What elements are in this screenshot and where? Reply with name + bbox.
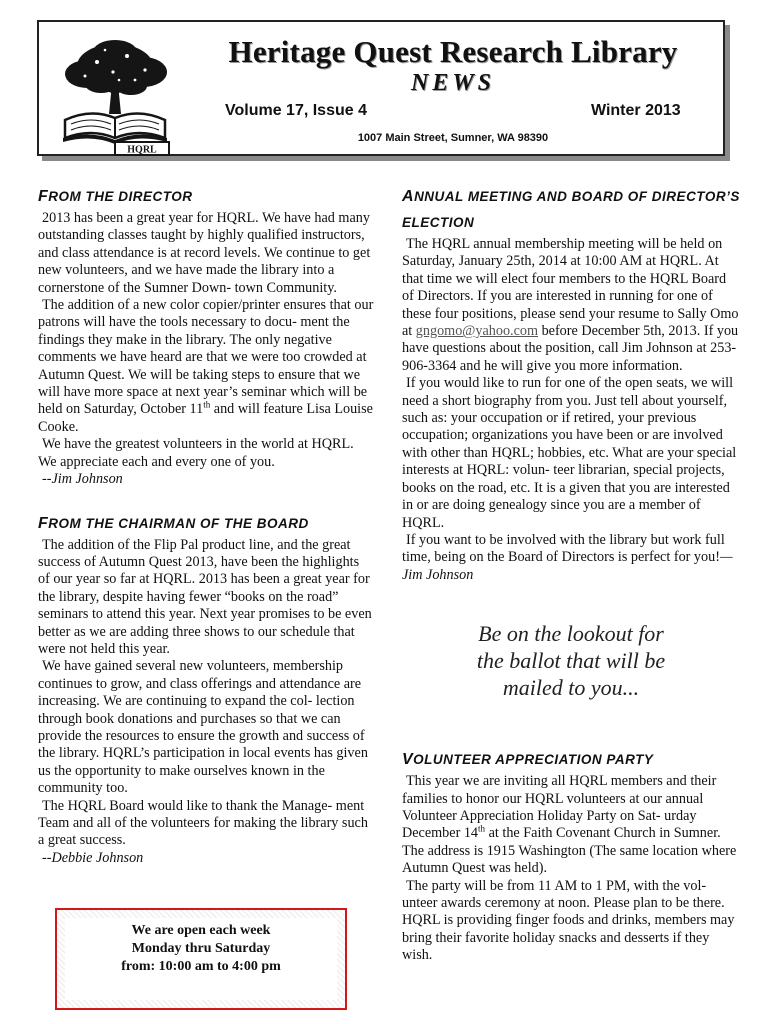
annual-p3-text: If you want to be involved with the library but work full time, being on the Board of Directors is perfect for you! (402, 531, 725, 566)
issue-season: Winter 2013 (591, 102, 681, 119)
ballot-notice (402, 620, 740, 701)
annual-signature: —Jim Johnson (402, 549, 733, 583)
director-signature: --Jim Johnson (42, 471, 123, 488)
annual-paragraph-3 (402, 532, 740, 584)
chairman-paragraph-1: The addition of the Flip Pal product line, and the great success of Autumn Quest 2013, have been the highlights of our year so far at HQRL. 2013 has been a great year for the library, despite having fewer “books on the road” seminars to attend this year. Next year promises to be even better as we are adding three shows to our schedule that were not held this year. (38, 536, 372, 657)
right-column (402, 184, 740, 965)
director-heading: FROM THE DIRECTOR (38, 188, 193, 205)
masthead (37, 20, 725, 156)
ballot-line-1: Be on the lookout for (478, 621, 664, 647)
chairman-signature: --Debbie Johnson (42, 849, 144, 866)
chairman-paragraph-2: We have gained several new volunteers, membership continues to grow, and class offerings and attendance are increasing. We are continuing to expand the col- lection through book donations and purchases so that we can provide the resources to ensure the growth and success of the library. HQRL’s participation in local events has given us the opportunity to make ourselves known in the community too. (38, 658, 368, 797)
volunteer-paragraph-1 (402, 773, 740, 877)
ballot-line-3: mailed to you... (502, 675, 640, 701)
library-title: Heritage Quest Research Library (228, 34, 678, 69)
hours-line-1: We are open each week (131, 923, 271, 938)
director-p2-sup: th (203, 399, 211, 410)
chairman-paragraph-3: The HQRL Board would like to thank the Manage- ment Team and all of the volunteers for making the library such a great success. (38, 797, 368, 849)
hours-content (65, 918, 337, 1000)
volunteer-p1-end: at the Faith Covenant Church in Sumner. The address is 1915 Washington (The same location where Autumn Quest was held). (402, 825, 737, 877)
chairman-heading: FROM THE CHAIRMAN OF THE BOARD (38, 514, 309, 532)
contact-email-link[interactable]: gngomo@yahoo.com (415, 323, 539, 340)
volunteer-paragraph-2: The party will be from 11 AM to 1 PM, with the vol- unteer awards ceremony at noon. Please plan to be there. HQRL is providing finger foods and drinks, members may bring their favorite holiday snacks and desserts if they wish. (402, 877, 735, 964)
newsletter-name: NEWS (410, 70, 496, 96)
hqrl-tree-book-logo (57, 36, 175, 156)
volunteer-p1-text: This year we are inviting all HQRL members and their families to honor our HQRL volunteers at our annual Volunteer Appreciation Holiday Party on Sat- urday December 14 (402, 773, 717, 842)
annual-paragraph-2: If you would like to run for one of the open seats, we will need a short biography from you. Just tell about yourself, such as: your occupation or if retired, your previous occupation; organizations you have been or are involved with other than HQRL; hobbies, etc. What are your special interests at HQRL: volun- teer librarian, special projects, books on the road, etc. It is a given that you are interested in or are doing genealogy since you are a member of HQRL. (402, 375, 737, 531)
hours-box (55, 908, 347, 1010)
hours-line-3: from: 10:00 am to 4:00 pm (121, 959, 281, 974)
director-p2-text: The addition of a new color copier/printer ensures that our patrons will have the tools necessary to docu- ment the findings they make in the library. The only negative comments we have heard are that we were too crowded at Autumn Quest. We will be taking steps to ensure that we will have more space at next year’s seminar which will be held on Saturday, October 11 (38, 297, 374, 418)
library-address: 1007 Main Street, Sumner, WA 98390 (357, 132, 549, 144)
director-paragraph-2 (38, 297, 374, 436)
director-paragraph-3: We have the greatest volunteers in the world at HQRL. We appreciate each and every one of you. (38, 436, 354, 470)
annual-p1-text: The HQRL annual membership meeting will be held on Saturday, January 25th, 2014 at 10:00 AM at HQRL. At that time we will elect four members to the HQRL Board of Directors. If you are interested in running for one of these four positions, please send your resume to Sally Omo at (402, 236, 739, 340)
left-column (38, 184, 374, 867)
logo-plaque-text: HQRL (127, 144, 157, 156)
ballot-line-2: the ballot that will be (476, 648, 666, 674)
hours-line-2: Monday thru Saturday (131, 941, 271, 956)
volunteer-p1-sup: th (478, 823, 486, 834)
annual-paragraph-1 (402, 236, 740, 375)
annual-meeting-heading: ANNUAL MEETING AND BOARD OF DIRECTOR’S ELECTION (402, 188, 740, 230)
director-paragraph-1: 2013 has been a great year for HQRL. We have had many outstanding classes taught by highly qualified instructors, and class attendance is at record levels. We continue to get new volunteers, and we have made the library into a cornerstone of the Sumner Down- town Community. (38, 210, 371, 296)
volume-issue: Volume 17, Issue 4 (225, 102, 367, 119)
annual-p1-end: before December 5th, 2013. If you have questions about the position, call Jim Johnson at 253-906-3364 and he will give you more information. (402, 323, 739, 374)
director-p2-end: and will feature Lisa Louise Cooke. (38, 401, 373, 435)
volunteer-party-heading: VOLUNTEER APPRECIATION PARTY (402, 751, 654, 769)
